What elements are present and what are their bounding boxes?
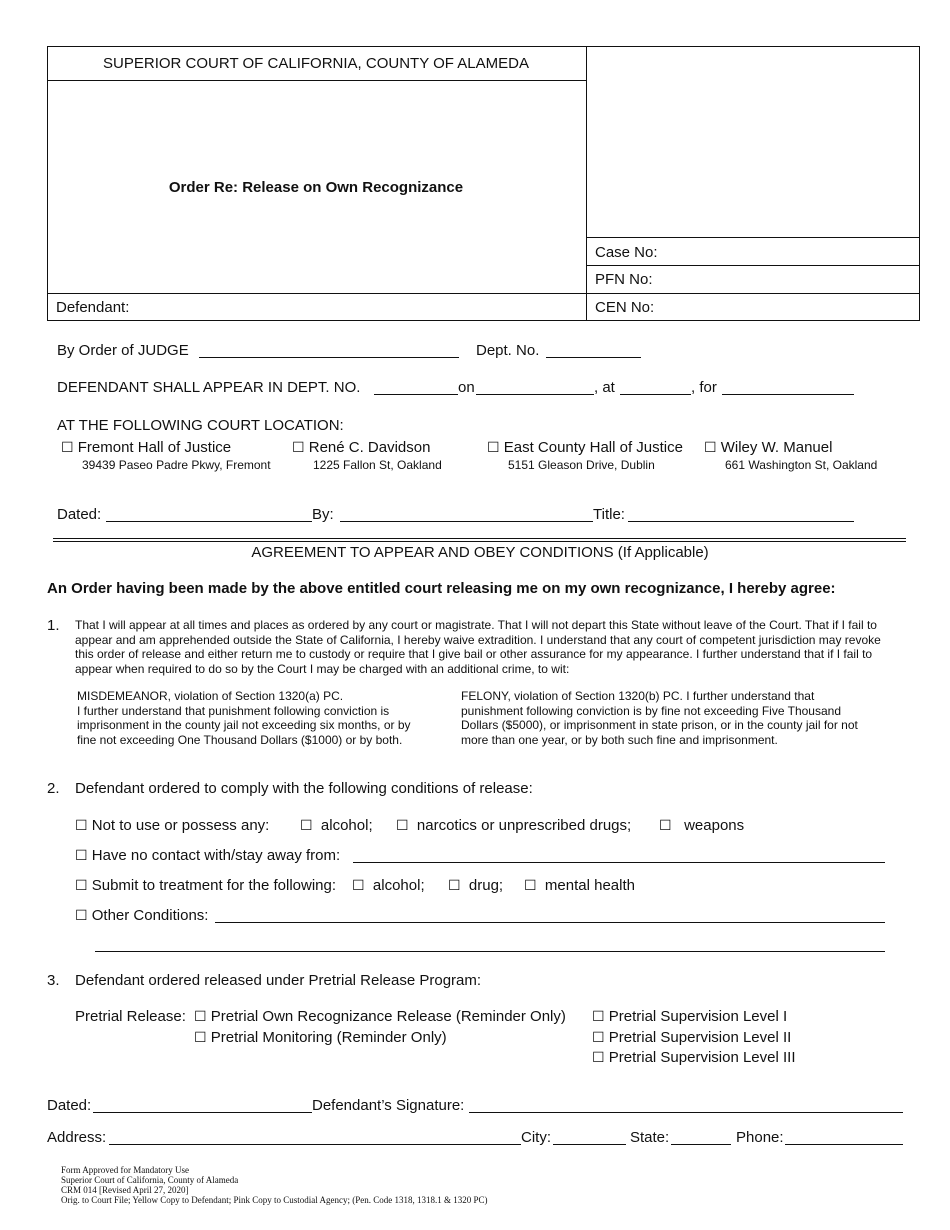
cen-no-label: CEN No: [595, 299, 655, 316]
checkbox-icon[interactable]: ☐ [61, 440, 74, 456]
appear-for-field[interactable] [722, 394, 854, 395]
pfn-no-label: PFN No: [595, 271, 653, 288]
checkbox-icon[interactable]: ☐ [352, 878, 365, 894]
checkbox-icon[interactable]: ☐ [396, 818, 409, 834]
treatment-alcohol[interactable] [352, 877, 425, 894]
condition-alcohol[interactable] [300, 817, 373, 834]
pretrial-label: Pretrial Release: [75, 1008, 186, 1025]
form-title: Order Re: Release on Own Recognizance [168, 179, 464, 196]
checkbox-icon[interactable]: ☐ [292, 440, 305, 456]
pretrial-option[interactable] [194, 1029, 447, 1046]
location-option[interactable] [292, 439, 430, 456]
checkbox-icon[interactable]: ☐ [448, 878, 461, 894]
caption-rule [586, 293, 919, 294]
section-divider [53, 541, 906, 542]
condition-label: Not to use or possess any: [91, 817, 270, 834]
checkbox-icon[interactable]: ☐ [592, 1050, 605, 1066]
condition-narcotics[interactable] [396, 817, 631, 834]
felony-line: FELONY, violation of Section 1320(b) PC. I further understand that [461, 689, 815, 703]
no-contact-field[interactable] [353, 862, 885, 863]
order-dated-field[interactable] [106, 521, 312, 522]
phone-field[interactable] [785, 1144, 903, 1145]
felony-text [461, 689, 901, 747]
item-1-line: this order of release and either return me to custody or require that I give bail or other assurance for my appearance. I further understand that if I fail to [75, 647, 873, 661]
pretrial-option[interactable] [194, 1008, 566, 1025]
order-dated-label: Dated: [57, 506, 102, 523]
condition-other[interactable] [75, 907, 208, 924]
treatment-mental-health[interactable] [524, 877, 635, 894]
order-title-field[interactable] [628, 521, 854, 522]
defendant-signature-field[interactable] [469, 1112, 903, 1113]
form-footer [61, 1165, 488, 1205]
checkbox-icon[interactable]: ☐ [704, 440, 717, 456]
misdemeanor-line: I further understand that punishment following conviction is [77, 703, 390, 718]
item-1-line: appear and am apprehended outside the State of California, I hereby waive extradition. I understand that any court of competent jurisdiction may revoke [75, 632, 881, 647]
condition-label: Have no contact with/stay away from: [91, 847, 341, 864]
location-address: 5151 Gleason Drive, Dublin [508, 458, 655, 472]
section-divider [53, 538, 906, 539]
checkbox-icon[interactable]: ☐ [75, 908, 88, 924]
condition-label: narcotics or unprescribed drugs; [416, 817, 632, 834]
checkbox-icon[interactable]: ☐ [300, 818, 313, 834]
court-name: SUPERIOR COURT OF CALIFORNIA, COUNTY OF ALAMEDA [103, 55, 529, 72]
order-by-label: By: [312, 506, 334, 523]
address-field[interactable] [109, 1144, 521, 1145]
pretrial-option[interactable] [592, 1049, 796, 1066]
caption-divider [586, 47, 587, 320]
location-name: Fremont Hall of Justice [77, 439, 232, 456]
condition-label: weapons [684, 817, 745, 834]
misdemeanor-line: fine not exceeding One Thousand Dollars ($1000) or by both. [77, 732, 403, 747]
appear-dept-field[interactable] [374, 394, 458, 395]
condition-not-use[interactable] [75, 817, 269, 834]
location-option[interactable] [704, 439, 832, 456]
order-title-label: Title: [593, 506, 625, 523]
sig-dated-field[interactable] [93, 1112, 312, 1113]
city-label: City: [521, 1129, 551, 1146]
item-2-number: 2. [47, 780, 60, 797]
checkbox-icon[interactable]: ☐ [75, 878, 88, 894]
caption-rule [48, 80, 586, 81]
footer-line: Superior Court of California, County of Alameda [61, 1175, 239, 1185]
location-address: 661 Washington St, Oakland [725, 458, 878, 472]
phone-label: Phone: [736, 1129, 784, 1146]
condition-label: drug; [468, 877, 504, 894]
checkbox-icon[interactable]: ☐ [592, 1030, 605, 1046]
pretrial-option-label: Pretrial Supervision Level II [608, 1029, 792, 1046]
judge-field[interactable] [199, 357, 459, 358]
item-1-line: appear when required to do so by the Court I may be charged with an additional crime, to wit: [75, 661, 570, 676]
checkbox-icon[interactable]: ☐ [592, 1009, 605, 1025]
location-name: René C. Davidson [308, 439, 431, 456]
on-label: on [458, 379, 475, 396]
other-conditions-field-2[interactable] [95, 951, 885, 952]
address-label: Address: [47, 1129, 107, 1146]
appear-label: DEFENDANT SHALL APPEAR IN DEPT. NO. [57, 379, 361, 396]
checkbox-icon[interactable]: ☐ [487, 440, 500, 456]
appear-date-field[interactable] [476, 394, 594, 395]
item-3-number: 3. [47, 972, 60, 989]
pretrial-option-label: Pretrial Own Recognizance Release (Reminder Only) [210, 1008, 566, 1025]
item-2-text: Defendant ordered to comply with the following conditions of release: [75, 780, 533, 797]
by-order-label: By Order of JUDGE [57, 342, 189, 359]
location-name: East County Hall of Justice [503, 439, 683, 456]
item-3-text: Defendant ordered released under Pretrial Release Program: [75, 972, 482, 989]
pretrial-option-label: Pretrial Monitoring (Reminder Only) [210, 1029, 447, 1046]
city-field[interactable] [553, 1144, 626, 1145]
location-name: Wiley W. Manuel [720, 439, 833, 456]
misdemeanor-line: MISDEMEANOR, violation of Section 1320(a) PC. [77, 689, 344, 703]
footer-line: Form Approved for Mandatory Use [61, 1165, 189, 1175]
defendant-label: Defendant: [56, 299, 130, 316]
condition-weapons[interactable] [659, 817, 744, 834]
condition-label: alcohol; [372, 877, 425, 894]
checkbox-icon[interactable]: ☐ [524, 878, 537, 894]
sig-dated-label: Dated: [47, 1097, 92, 1114]
caption-rule [586, 265, 919, 266]
at-label: , at [594, 379, 615, 396]
pretrial-option-label: Pretrial Supervision Level I [608, 1008, 788, 1025]
misdemeanor-text [77, 689, 447, 747]
condition-label: alcohol; [320, 817, 373, 834]
dept-label: Dept. No. [476, 342, 540, 359]
case-no-label: Case No: [595, 244, 658, 261]
pretrial-option[interactable] [592, 1029, 791, 1046]
felony-line: more than one year, or by both such fine and imprisonment. [461, 732, 778, 747]
item-1-text [75, 618, 915, 676]
checkbox-icon[interactable]: ☐ [75, 818, 88, 834]
caption-rule [586, 237, 919, 238]
caption-rule [48, 293, 586, 294]
agreement-heading: AGREEMENT TO APPEAR AND OBEY CONDITIONS (If Applicable) [251, 544, 709, 561]
dept-field[interactable] [546, 357, 641, 358]
condition-label: mental health [544, 877, 635, 894]
for-label: , for [691, 379, 717, 396]
footer-line: CRM 014 [Revised April 27, 2020] [61, 1185, 189, 1195]
appear-time-field[interactable] [620, 394, 691, 395]
checkbox-icon[interactable]: ☐ [75, 848, 88, 864]
agreement-intro: An Order having been made by the above entitled court releasing me on my own recognizance, I hereby agree: [47, 580, 836, 597]
location-address: 1225 Fallon St, Oakland [313, 458, 442, 472]
location-address: 39439 Paseo Padre Pkwy, Fremont [82, 458, 271, 472]
treatment-drug[interactable] [448, 877, 503, 894]
item-1-line: That I will appear at all times and places as ordered by any court or magistrate. That I will not depart this State without leave of the Court. That if I fail to [75, 618, 877, 632]
condition-label: Other Conditions: [91, 907, 209, 924]
condition-no-contact[interactable] [75, 847, 340, 864]
location-option[interactable] [487, 439, 683, 456]
pretrial-option-label: Pretrial Supervision Level III [608, 1049, 796, 1066]
condition-treatment[interactable] [75, 877, 336, 894]
checkbox-icon[interactable]: ☐ [194, 1030, 207, 1046]
order-by-field[interactable] [340, 521, 593, 522]
other-conditions-field[interactable] [215, 922, 885, 923]
misdemeanor-line: imprisonment in the county jail not exceeding six months, or by [77, 718, 411, 732]
felony-line: punishment following conviction is by fine not exceeding Five Thousand [461, 703, 842, 718]
pretrial-option[interactable] [592, 1008, 787, 1025]
footer-line: Orig. to Court File; Yellow Copy to Defendant; Pink Copy to Custodial Agency; (Pen. Code 1318, 1318.1 & 1320 PC) [61, 1195, 488, 1205]
checkbox-icon[interactable]: ☐ [659, 818, 672, 834]
felony-line: Dollars ($5000), or imprisonment in state prison, or in the county jail for not [461, 718, 858, 732]
state-label: State: [630, 1129, 670, 1146]
condition-label: Submit to treatment for the following: [91, 877, 337, 894]
item-1-number: 1. [47, 617, 60, 634]
location-option[interactable] [61, 439, 231, 456]
location-heading: AT THE FOLLOWING COURT LOCATION: [57, 417, 344, 434]
checkbox-icon[interactable]: ☐ [194, 1009, 207, 1025]
sig-defendant-label: Defendant’s Signature: [312, 1097, 465, 1114]
state-field[interactable] [671, 1144, 731, 1145]
